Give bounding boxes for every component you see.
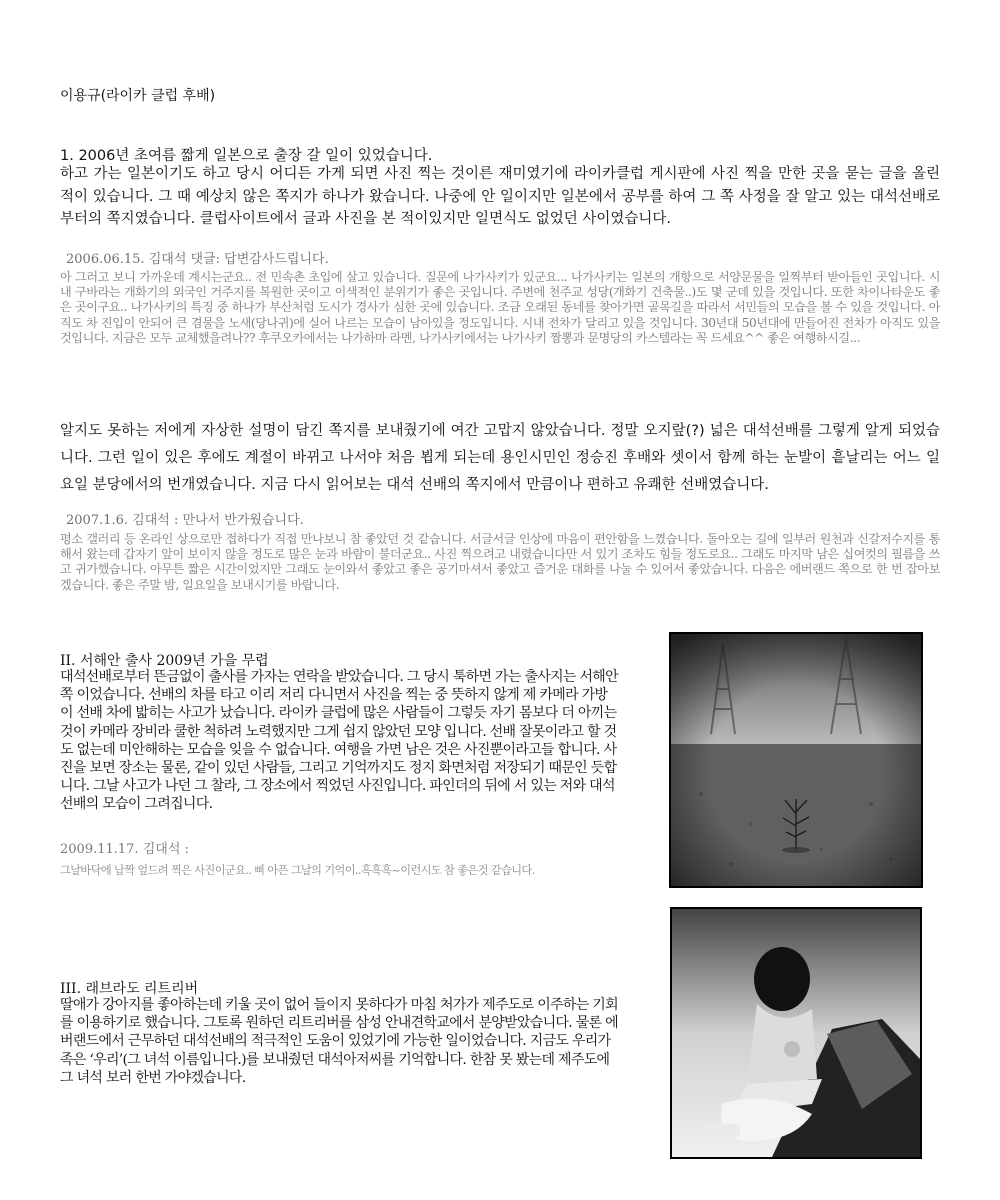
comment1-text: 아 그러고 보니 가까운데 계시는군요.. 전 민속촌 초입에 살고 있습니다. 질문에 나가사키가 있군요... 나가사키는 일본의 개항으로 서양문물을 일찍부터 받아들인 곳입니다. 시내 구바라는 개화기의 외국인 거주지를 복원한 곳이고 이색적인 분위기가 좋은 곳입니다. 주변에 천주교 성당(개화기 건축물..)도 몇 군데 있을 것입니다. 또한 차이나타운도 좋은 곳이구요.. 나가사키의 특징 중 하나가 부산처럼 도시가 경사가 심한 곳에 있습니다. 조금 오래된 동네를 찾아가면 골목길을 따라서 서민들의 모습을 볼 수 있을 것입니다. 아직도 차 진입이 안되어 큰 겸물을 노새(당나귀)에 실어 나르는 모습이 남아있을 정도입니다. 시내 전차가 달리고 있을 것입니다. 30년대 50년대에 만들어진 전차가 아직도 있을 것입니다. 지금은 모두 교체했을려나?? 후쿠오카에서는 나가하마 라멘, 나가사키에서는 나가사키 짬뽕과 문명당의 카스텔라는 꼭 드세요^^ 좋은 여행하시길... [60, 270, 940, 345]
comment2-header: 2007.1.6. 김대석 : 만나서 반가웠습니다. [66, 513, 304, 528]
comment3-header: 2009.11.17. 김대석 : [60, 842, 189, 857]
part2-body: 대석선배로부터 뜬금없이 출사를 가자는 연락을 받았습니다. 그 당시 툭하면 가는 출사지는 서해안쪽 이었습니다. 선배의 차를 타고 이리 저리 다니면서 사진을 찍는 중 뜻하지 않게 제 카메라 가방이 선배 차에 밟히는 사고가 났습니다. 라이카 클럽에 많은 사람들이 그렇듯 자기 몸보다 더 아끼는 것이 카메라 장비라 쿨한 척하려 노력했지만 그게 쉽지 않았던 모양 입니다. 선배 잘못이라고 할 것도 없는데 미안해하는 모습을 잊을 수 없습니다. 여행을 가면 남은 것은 사진뿐이라고들 합니다. 사진을 보면 장소는 물론, 같이 있던 사람들, 그리고 기억까지도 정지 화면처럼 저장되기 때문인 듯합니다. 그날 사고가 나던 그 찰라, 그 장소에서 찍었던 사진입니다. 파인더의 뒤에 서 있는 저와 대석선배의 모습이 그려집니다. [60, 669, 618, 813]
photo-seaside-plant [669, 632, 923, 888]
part3-title: III. 래브라도 리트리버 [60, 981, 199, 997]
comment2-text: 평소 갤러리 등 온라인 상으로만 접하다가 직접 만나보니 참 좋았던 것 같습니다. 서글서글 인상에 마음이 편안함을 느꼈습니다. 돌아오는 길에 일부러 원천과 신갈저수지를 통해서 왔는데 갑자기 앞이 보이지 않을 정도로 많은 눈과 바람이 불더군요.. 사진 찍으려고 내렸습니다만 서 있기 조차도 힘들 정도로요.. 그래도 마지막 남은 십여컷의 필름을 쓰고 귀가했습니다. 아무튼 짧은 시간이었지만 그래도 눈이와서 좋았고 좋은 공기마셔서 좋았고 즐거운 대화를 나눌 수 있어서 좋았습니다. 다음은 에버랜드 쪽으로 한 번 잡아보겠습니다. 좋은 주말 밤, 일요일을 보내시기를 바랍니다. [60, 532, 940, 592]
author-line: 이용규(라이카 클럽 후배) [60, 88, 216, 104]
section1-title: 1. 2006년 초여름 짧게 일본으로 출장 갈 일이 있었습니다. [60, 148, 433, 164]
comment3-text: 그날바닥에 납짝 엎드려 찍은 사진이군요.. 삐 아픈 그날의 기억이..흑흑흑~이런시도 참 좋은것 같습니다. [60, 864, 535, 877]
part3-body: 딸애가 강아지를 좋아하는데 키울 곳이 없어 들이지 못하다가 마침 처가가 제주도로 이주하는 기회를 이용하기로 했습니다. 그토록 원하던 리트리버를 삼성 안내견학교에서 분양받았습니다. 물론 에버랜드에서 근무하던 대석선배의 적극적인 도움이 있었기에 가능한 일이었습니다. 지금도 우리가족은 ‘우리’(그 녀석 이름입니다.)를 보내줬던 대석아저씨를 기억합니다. 한참 못 봤는데 제주도에 그 녀석 보러 한번 가야겠습니다. [60, 997, 618, 1086]
comment1-header: 2006.06.15. 김대석 댓글: 답변감사드립니다. [66, 252, 329, 267]
section1-body: 하고 가는 일본이기도 하고 당시 어디든 가게 되면 사진 찍는 것이른 재미였기에 라이카클럽 게시판에 사진 찍을 만한 곳을 묻는 글을 올린 적이 있습니다. 그 때 예상치 않은 쪽지가 하나가 왔습니다. 나중에 안 일이지만 일본에서 공부를 하여 그 쪽 사정을 잘 알고 있는 대석선배로부터의 쪽지였습니다. 클럽사이트에서 글과 사진을 본 적이있지만 일면식도 없었던 사이였습니다. [60, 166, 940, 227]
part2-title: II. 서해안 출사 2009년 가을 무렵 [60, 653, 269, 669]
photo-girl-with-dog [670, 907, 922, 1159]
section2-body: 알지도 못하는 저에게 자상한 설명이 담긴 쪽지를 보내줬기에 여간 고맙지 않았습니다. 정말 오지랖(?) 넓은 대석선배를 그렇게 알게 되었습니다. 그런 일이 있은 후에도 계절이 바뀌고 나서야 처음 뵙게 되는데 용인시민인 정승진 후배와 셋이서 함께 하는 눈발이 흩날리는 어느 일요일 분당에서의 번개였습니다. 지금 다시 읽어보는 대석 선배의 쪽지에서 만큼이나 편하고 유쾌한 선배였습니다. [60, 423, 940, 493]
